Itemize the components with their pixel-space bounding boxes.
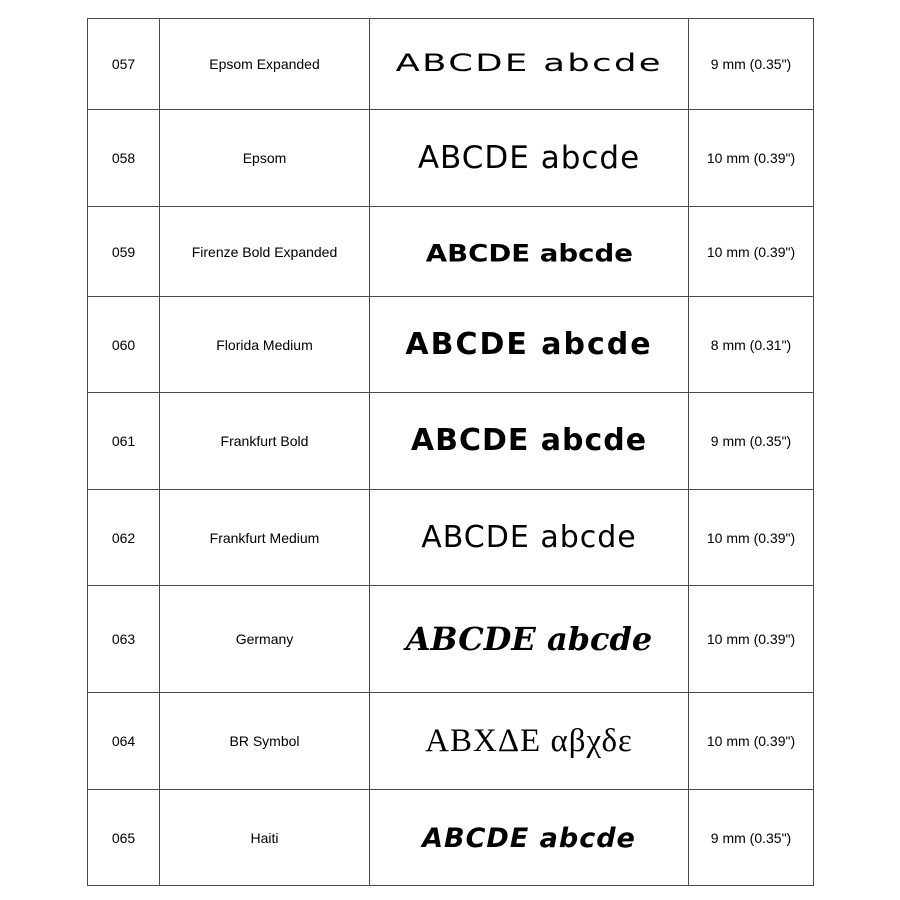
table-row <box>88 693 814 790</box>
font-name: Epsom <box>160 110 370 207</box>
font-sample-text: ABCDE abcde <box>421 519 637 555</box>
font-size: 10 mm (0.39") <box>689 586 814 693</box>
font-size: 10 mm (0.39") <box>689 693 814 790</box>
font-size: 9 mm (0.35") <box>689 393 814 490</box>
font-sample <box>370 19 689 110</box>
table-row <box>88 19 814 110</box>
font-size: 8 mm (0.31") <box>689 297 814 393</box>
font-sample <box>370 207 689 297</box>
font-sample-text: ABCDE abcde <box>410 423 648 458</box>
font-sample <box>370 393 689 490</box>
font-sample-text: ABCDE abcde <box>422 822 636 854</box>
font-sample <box>370 693 689 790</box>
font-code: 059 <box>88 207 160 297</box>
font-name: Epsom Expanded <box>160 19 370 110</box>
font-name: BR Symbol <box>160 693 370 790</box>
font-sample-text: ABCDE abcde <box>405 619 653 658</box>
font-code: 062 <box>88 490 160 586</box>
table-row <box>88 207 814 297</box>
font-name: Germany <box>160 586 370 693</box>
font-sample <box>370 586 689 693</box>
font-size: 9 mm (0.35") <box>689 790 814 886</box>
font-code: 063 <box>88 586 160 693</box>
font-sample <box>370 297 689 393</box>
font-name: Florida Medium <box>160 297 370 393</box>
font-code: 057 <box>88 19 160 110</box>
font-sample <box>370 790 689 886</box>
font-sample <box>370 490 689 586</box>
font-code: 060 <box>88 297 160 393</box>
font-name: Frankfurt Bold <box>160 393 370 490</box>
font-size: 10 mm (0.39") <box>689 110 814 207</box>
table-row <box>88 790 814 886</box>
font-name: Haiti <box>160 790 370 886</box>
font-name: Firenze Bold Expanded <box>160 207 370 297</box>
font-sample-text: ABCDE abcde <box>395 49 663 78</box>
font-name: Frankfurt Medium <box>160 490 370 586</box>
font-sample-text: ABCDE abcde <box>425 239 633 268</box>
table-row <box>88 110 814 207</box>
font-size: 9 mm (0.35") <box>689 19 814 110</box>
font-sample-text: ABCDE abcde <box>405 326 653 362</box>
font-code: 061 <box>88 393 160 490</box>
font-code: 065 <box>88 790 160 886</box>
table-row <box>88 297 814 393</box>
font-sample-table <box>87 18 814 886</box>
table-row <box>88 393 814 490</box>
font-size: 10 mm (0.39") <box>689 490 814 586</box>
font-size: 10 mm (0.39") <box>689 207 814 297</box>
font-code: 058 <box>88 110 160 207</box>
font-sample-text: ABCDE abcde <box>417 139 641 176</box>
table-row <box>88 490 814 586</box>
font-sample <box>370 110 689 207</box>
table-row <box>88 586 814 693</box>
font-sample-text: ΑΒΧΔΕ αβχδε <box>425 722 633 759</box>
font-code: 064 <box>88 693 160 790</box>
